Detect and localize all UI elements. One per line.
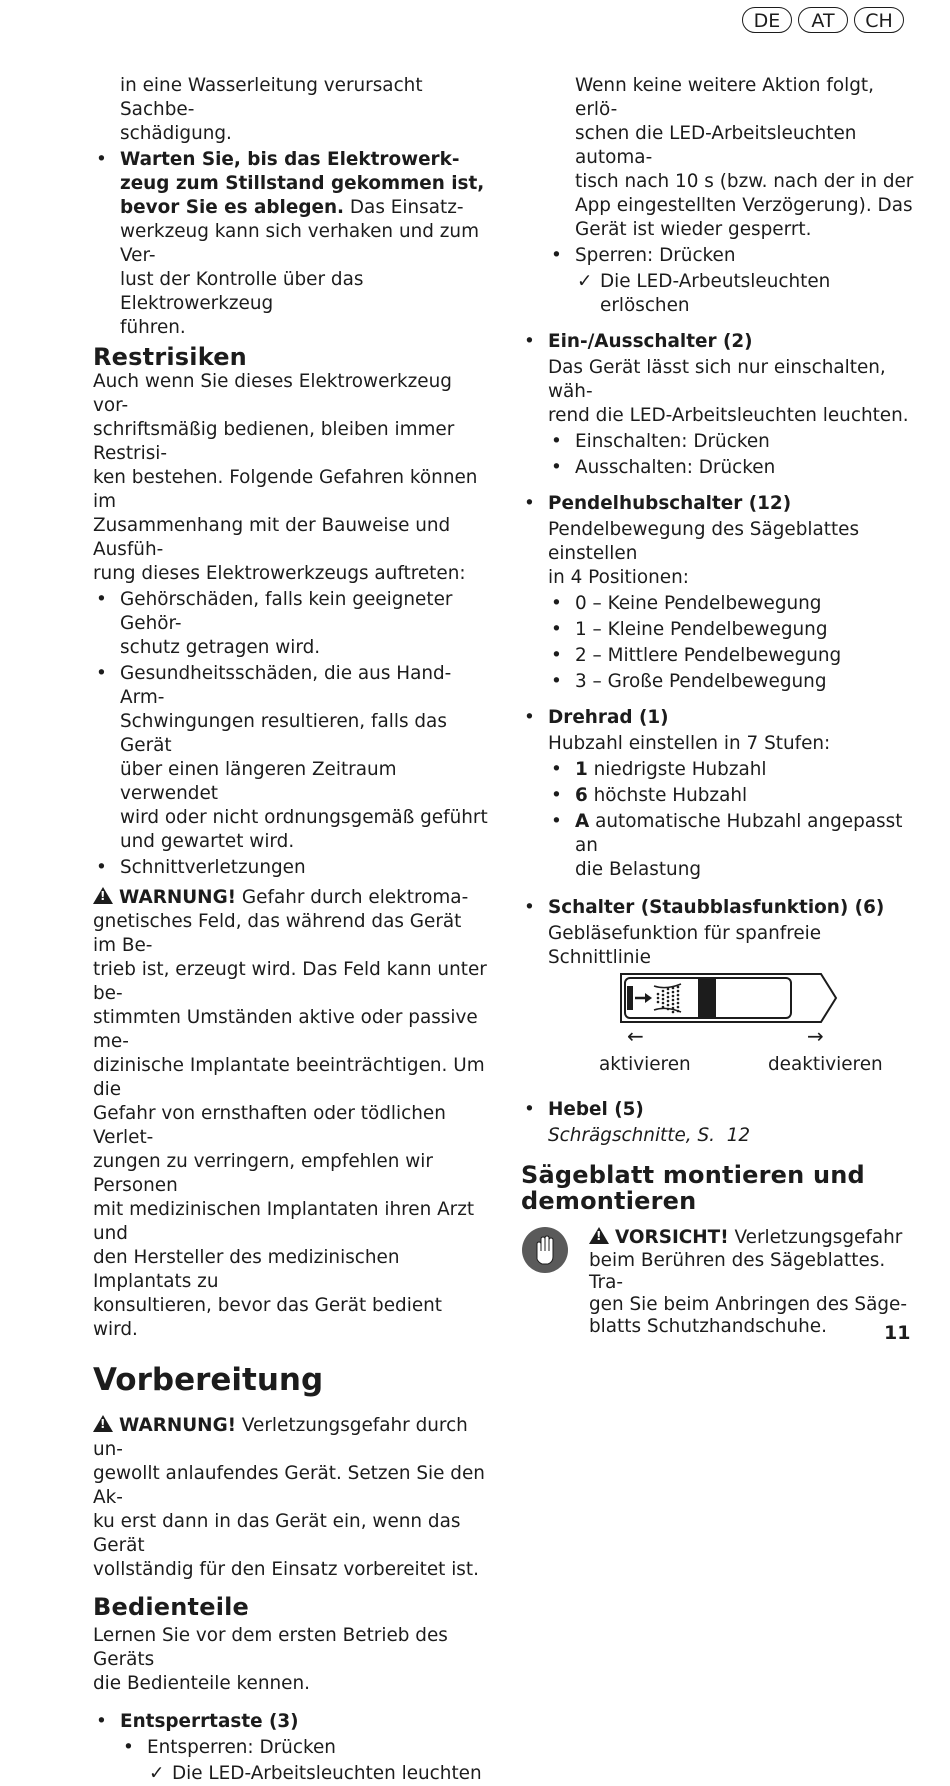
control-item-hebel [521, 1098, 916, 1148]
sub-item [548, 758, 916, 782]
caution-label: VORSICHT! [615, 1227, 729, 1248]
control-item-ein-ausschalter [521, 330, 916, 480]
text-line: • Gesundheitsschäden, die aus Hand-Arm- [120, 663, 452, 708]
caution-text [521, 1226, 916, 1338]
text-line: Zusammenhang mit der Bauweise und Ausfüh- [93, 515, 451, 560]
text-line: • 1 – Kleine Pendelbewegung [575, 619, 828, 640]
text-line: ku erst dann in das Gerät ein, wenn das Gerät [93, 1511, 461, 1556]
text-line: gnetisches Feld, das während das Gerät im Be- [93, 911, 462, 956]
warning-label: WARNUNG! [119, 1415, 237, 1436]
text-line: schutz getragen wird. [120, 637, 321, 658]
warning-block-emf [93, 886, 488, 1342]
vorbereitung-heading: Vorbereitung [93, 1362, 324, 1398]
continuation-paragraph [521, 74, 916, 242]
text-line: konsultieren, bevor das Gerät bedient wird. [93, 1295, 443, 1340]
control-title: • Schalter (Staubblasfunktion) (6) [548, 897, 885, 918]
text-line: gewollt anlaufendes Gerät. Setzen Sie den Ak- [93, 1463, 485, 1508]
text-line: beim Berühren des Sägeblattes. Tra- [589, 1250, 886, 1293]
blower-switch-icon [521, 972, 916, 1032]
check-item [575, 270, 916, 318]
text-line: trieb ist, erzeugt wird. Das Feld kann unter be- [93, 959, 487, 1004]
text-line: stimmten Umständen aktive oder passive me- [93, 1007, 478, 1052]
text-line: Wenn keine weitere Aktion folgt, erlö- [575, 75, 874, 120]
text-line: in 4 Positionen: [548, 567, 689, 588]
control-item-schalter [521, 896, 916, 970]
caution-block [521, 1226, 916, 1338]
text-line: Lernen Sie vor dem ersten Betrieb des Geräts [93, 1625, 448, 1670]
sub-item [548, 644, 916, 668]
text-line: die Bedienteile kennen. [93, 1673, 310, 1694]
text-line: Gerät ist wieder gesperrt. [575, 219, 812, 240]
restrisiken-paragraph [93, 370, 488, 586]
text-line: • 2 – Mittlere Pendelbewegung [575, 645, 842, 666]
control-title: • Hebel (5) [548, 1099, 644, 1120]
risk-item [93, 856, 488, 880]
page-number: 11 [884, 1322, 911, 1344]
text-line: ken bestehen. Folgende Gefahren können im [93, 467, 478, 512]
control-item-entsperrtaste [93, 1710, 488, 1786]
warning-triangle-icon [93, 1415, 113, 1432]
intro-line: in eine Wasserleitung verursacht Sachbe- [120, 75, 423, 120]
bedienteile-heading: Bedienteile [93, 1593, 250, 1621]
text-line: • Sperren: Drücken [575, 245, 736, 266]
text-line: Das Gerät lässt sich nur einschalten, wäh- [548, 357, 886, 402]
risk-item [93, 662, 488, 854]
text-line: niedrigste Hubzahl [587, 759, 767, 780]
arrow-left-icon: ← [627, 1024, 644, 1048]
text-line: Das Einsatz- [344, 197, 464, 218]
text-line: vollständig für den Einsatz vorbereitet ist. [93, 1559, 479, 1580]
text-line: den Hersteller des medizinischen Implantats zu [93, 1247, 400, 1292]
sub-item [548, 784, 916, 808]
text-line: ✓ Die LED-Arbeitsleuchten leuchten [172, 1763, 482, 1784]
text-line: gen Sie beim Anbringen des Säge- [589, 1294, 908, 1315]
text-line: tisch nach 10 s (bzw. nach der in der [575, 171, 914, 192]
level-key: A [575, 811, 590, 832]
country-badge-de: DE [742, 7, 792, 33]
bold-line: • Warten Sie, bis das Elektrowerk- [120, 149, 460, 170]
bold-line: bevor Sie es ablegen. [120, 197, 345, 218]
text-line: führen. [120, 317, 186, 338]
country-badge-ch: CH [854, 7, 904, 33]
level-key: 1 [575, 759, 588, 780]
sub-item [548, 592, 916, 616]
control-title: • Drehrad (1) [548, 707, 669, 728]
text-line: automatische Hubzahl angepasst an [575, 811, 903, 856]
control-item-drehrad [521, 706, 916, 882]
intro-line: schädigung. [120, 123, 232, 144]
text-line: Hubzahl einstellen in 7 Stufen: [548, 733, 831, 754]
text-line: schen die LED-Arbeitsleuchten automa- [575, 123, 857, 168]
control-title: • Entsperrtaste (3) [120, 1711, 299, 1732]
sub-item [120, 1736, 488, 1786]
text-line: Schwingungen resultieren, falls das Gerät [120, 711, 447, 756]
text-line: dizinische Implantate beeinträchtigen. Um die [93, 1055, 485, 1100]
text-line: • Schnittverletzungen [120, 857, 306, 878]
saegeblatt-heading [521, 1162, 916, 1214]
sub-item [548, 244, 916, 318]
text-line: Gebläsefunktion für spanfreie Schnittlinie [548, 923, 822, 968]
blower-switch-diagram [521, 970, 916, 1098]
sub-item [548, 456, 916, 480]
text-line: • Entsperren: Drücken [147, 1737, 336, 1758]
bedienteile-paragraph [93, 1624, 488, 1696]
switch-label-deactivate: deaktivieren [768, 1054, 883, 1075]
text-line: Gefahr von ernsthaften oder tödlichen Verlet- [93, 1103, 446, 1148]
text-line: Auch wenn Sie dieses Elektrowerkzeug vor- [93, 371, 452, 416]
check-item [147, 1762, 488, 1786]
text-line: ✓ Die LED-Arbeutsleuchten erlöschen [600, 271, 831, 316]
heading-line: Sägeblatt montieren und [521, 1161, 865, 1189]
heading-line: demontieren [521, 1187, 697, 1215]
text-line: App eingestellten Verzögerung). Das [575, 195, 913, 216]
sub-item [548, 810, 916, 882]
control-title: • Pendelhubschalter (12) [548, 493, 792, 514]
text-line: werkzeug kann sich verhaken und zum Ver- [120, 221, 479, 266]
page-reference: Schrägschnitte, S. 12 [548, 1125, 751, 1146]
warning-triangle-icon [589, 1227, 609, 1244]
text-line: rend die LED-Arbeitsleuchten leuchten. [548, 405, 909, 426]
control-title: • Ein-/Ausschalter (2) [548, 331, 753, 352]
text-line: lust der Kontrolle über das Elektrowerkzeug [120, 269, 364, 314]
left-column [93, 74, 488, 1786]
level-key: 6 [575, 785, 588, 806]
glove-icon [521, 1226, 571, 1276]
text-line: mit medizinischen Implantaten ihren Arzt und [93, 1199, 475, 1244]
text-line: • Ausschalten: Drücken [575, 457, 776, 478]
text-line: • Einschalten: Drücken [575, 431, 770, 452]
text-line: Pendelbewegung des Sägeblattes einstellen [548, 519, 860, 564]
text-line: über einen längeren Zeitraum verwendet [120, 759, 397, 804]
warning-label: WARNUNG! [119, 887, 237, 908]
bold-line: zeug zum Stillstand gekommen ist, [120, 173, 485, 194]
text-line: die Belastung [575, 859, 702, 880]
text-line: zungen zu verringern, empfehlen wir Personen [93, 1151, 433, 1196]
country-badge-at: AT [798, 7, 848, 33]
text-line: höchste Hubzahl [587, 785, 748, 806]
sub-item [548, 618, 916, 642]
sub-item [548, 670, 916, 694]
text-line: wird oder nicht ordnungsgemäß geführt [120, 807, 488, 828]
text-line: • 0 – Keine Pendelbewegung [575, 593, 822, 614]
warning-triangle-icon [93, 887, 113, 904]
warning-block-start [93, 1414, 488, 1582]
text-line: Gefahr durch elektroma- [236, 887, 469, 908]
text-line: und gewartet wird. [120, 831, 295, 852]
switch-label-activate: aktivieren [599, 1054, 691, 1075]
text-line: schriftsmäßig bedienen, bleiben immer Restrisi- [93, 419, 455, 464]
right-column [521, 74, 916, 1338]
text-line: • 3 – Große Pendelbewegung [575, 671, 827, 692]
arrow-right-icon: → [807, 1024, 824, 1048]
control-item-pendelhubschalter [521, 492, 916, 694]
text-line: • Gehörschäden, falls kein geeigneter Gehör- [120, 589, 453, 634]
risk-item [93, 588, 488, 660]
warning-bullet-item [93, 148, 488, 340]
text-line: rung dieses Elektrowerkzeugs auftreten: [93, 563, 466, 584]
text-line: blatts Schutzhandschuhe. [589, 1316, 827, 1337]
text-line: Verletzungsgefahr [728, 1227, 903, 1248]
restrisiken-heading: Restrisiken [93, 343, 247, 371]
sub-item [548, 430, 916, 454]
text-line: Verletzungsgefahr durch un- [93, 1415, 468, 1460]
